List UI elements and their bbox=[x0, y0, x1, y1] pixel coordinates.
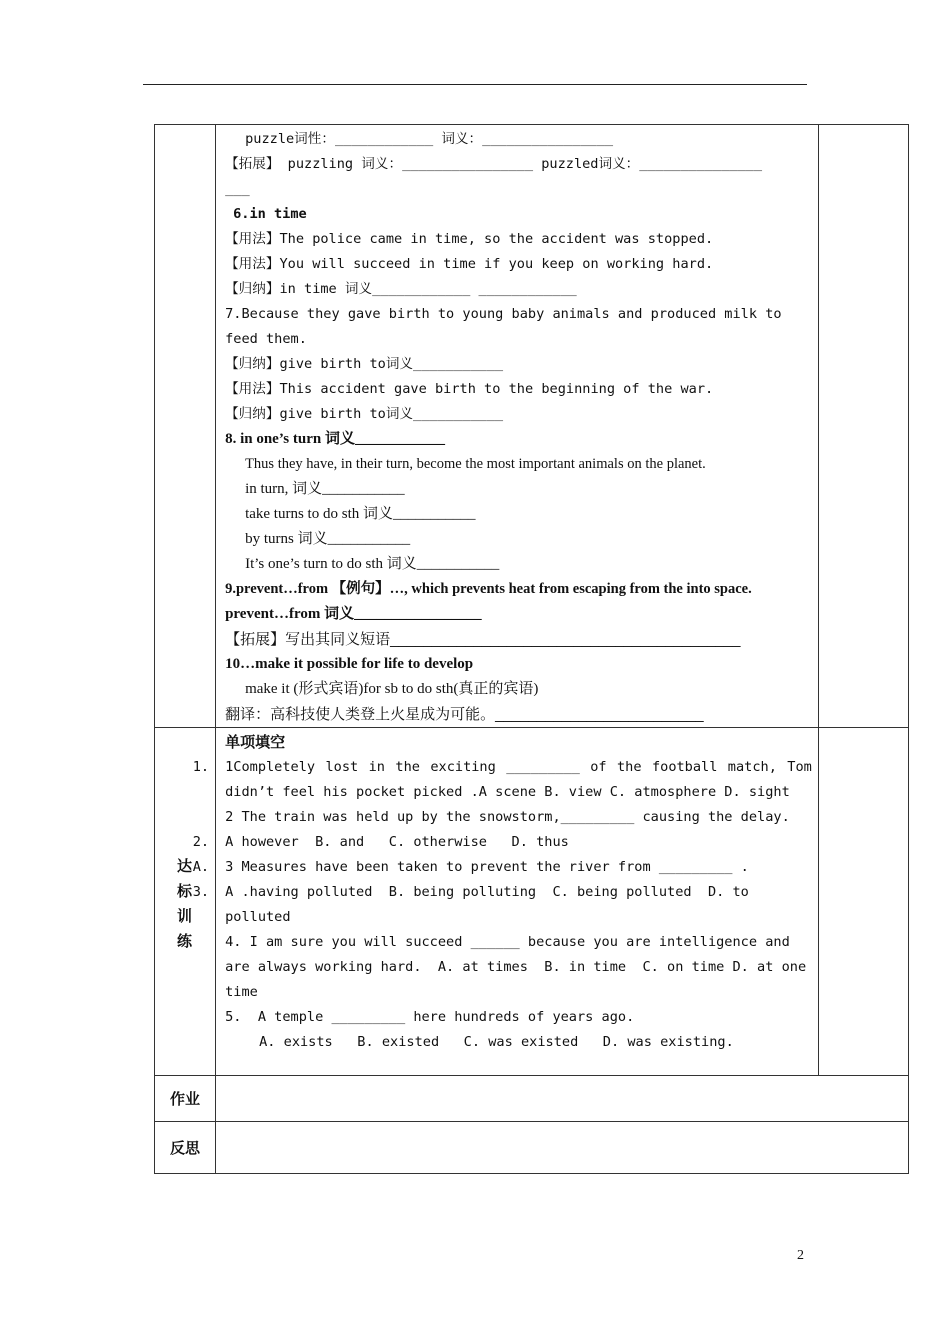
usage-line-1: 【用法】The police came in time, so the accident was stopped. bbox=[225, 231, 714, 247]
homework-content-cell bbox=[216, 1076, 909, 1122]
heading-make-it-possible: 10…make it possible for life to develop bbox=[225, 656, 474, 672]
notes-content-cell bbox=[216, 125, 819, 728]
homework-row bbox=[155, 1076, 909, 1122]
summary-give-birth-2: 【归纳】give birth to词义___________ bbox=[225, 406, 504, 422]
question-2-options: A however B. and C. otherwise D. thus bbox=[225, 834, 569, 850]
usage-line-2: 【用法】You will succeed in time if you keep on working hard. bbox=[225, 256, 714, 272]
question-4: 4. I am sure you will succeed ______ because you are intelligence and are always working hard. A. at times B. in time C. on time D. at one time bbox=[225, 934, 815, 1000]
heading-prevent-from: 9.prevent…from 【例句】…, which prevents heat from escaping from the into space. bbox=[225, 581, 752, 597]
practice-content-cell bbox=[216, 728, 819, 1076]
phrase-in-turn: in turn, 词义___________ bbox=[245, 481, 405, 497]
practice-row bbox=[155, 728, 909, 1076]
make-it-structure: make it (形式宾语)for sb to do sth(真正的宾语) bbox=[245, 681, 539, 697]
practice-label-cell bbox=[155, 728, 216, 1076]
notes-row bbox=[155, 125, 909, 728]
heading-in-time: 6.in time bbox=[233, 206, 307, 222]
reflection-content-cell bbox=[216, 1122, 909, 1174]
reflection-row bbox=[155, 1122, 909, 1174]
notes-right-cell bbox=[818, 125, 908, 728]
question-1: 1Completely lost in the exciting _________ of the football match, Tom didn’t feel his pocket picked .A scene B. view C. atmosphere D. sight bbox=[225, 759, 812, 800]
side-numbers: 1. 2. A. 3. bbox=[192, 759, 210, 900]
practice-right-cell bbox=[818, 728, 908, 1076]
question-2: 2 The train was held up by the snowstorm,_________ causing the delay. bbox=[225, 809, 790, 825]
summary-in-time: 【归纳】in time 词义____________ ____________ bbox=[225, 281, 577, 297]
sentence-gave-birth: 7.Because they gave birth to young baby animals and produced milk to feed them. bbox=[225, 306, 782, 347]
question-5-options: A. exists B. existed C. was existed D. was existing. bbox=[259, 1034, 734, 1050]
page-number: 2 bbox=[797, 1248, 804, 1263]
puzzle-line: puzzle词性：____________ 词义：________________ bbox=[245, 131, 614, 147]
example-in-their-turn: Thus they have, in their turn, become the most important animals on the planet. bbox=[245, 456, 706, 472]
header-rule bbox=[143, 84, 807, 85]
worksheet-table bbox=[154, 124, 909, 1174]
reflection-label: 反思 bbox=[155, 1122, 216, 1174]
prevent-from-meaning: prevent…from 词义_________________ bbox=[225, 606, 482, 622]
phrase-ones-turn: It’s one’s turn to do sth 词义___________ bbox=[245, 556, 500, 572]
puzzle-extension-cont: ___ bbox=[225, 181, 250, 197]
practice-vertical-label: 达 标 训 练 bbox=[177, 857, 193, 950]
question-3-options: A .having polluted B. being polluting C. being polluted D. to polluted bbox=[225, 884, 758, 925]
phrase-by-turns: by turns 词义___________ bbox=[245, 531, 411, 547]
notes-label-cell bbox=[155, 125, 216, 728]
homework-label: 作业 bbox=[155, 1076, 216, 1122]
question-3: 3 Measures have been taken to prevent the river from _________ . bbox=[225, 859, 749, 875]
translation-line: 翻译：高科技使人类登上火星成为可能。_________________________ bbox=[225, 706, 704, 723]
phrase-take-turns: take turns to do sth 词义___________ bbox=[245, 506, 476, 522]
practice-title: 单项填空 bbox=[225, 733, 286, 751]
usage-give-birth: 【用法】This accident gave birth to the beginning of the war. bbox=[225, 381, 714, 397]
summary-give-birth-1: 【归纳】give birth to词义___________ bbox=[225, 356, 504, 372]
heading-in-ones-turn: 8. in one’s turn 词义____________ bbox=[225, 431, 445, 447]
question-5: 5. A temple _________ here hundreds of years ago. bbox=[225, 1009, 635, 1025]
prevent-extension: 【拓展】写出其同义短语__________________________________________ bbox=[225, 631, 741, 648]
puzzle-extension-line: 【拓展】 puzzling 词义：________________ puzzled词义：_______________ bbox=[225, 156, 763, 172]
